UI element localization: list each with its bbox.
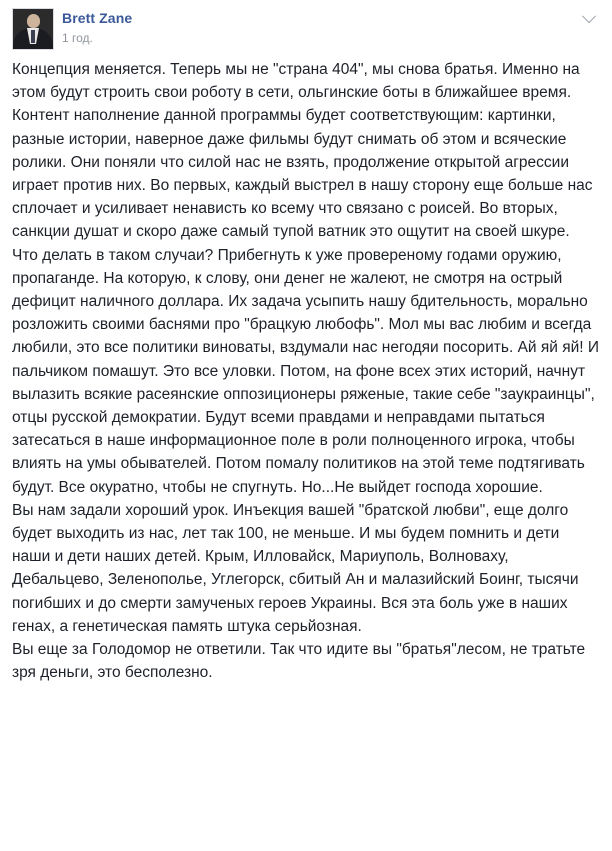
post-timestamp[interactable]: 1 год.	[62, 31, 93, 45]
post-paragraph: Что делать в таком случаи? Прибегнуть к уже провереному годами оружию, пропаганде. На которую, к слову, они денег не жалеют, не смотря на острый дефицит наличного доллара. Их задача усыпить нашу бдительность, морально розложить своими баснями про "брацкую любофь". Мол мы вас любим и всегда любили, это все политики виноваты, вздумали нас негодяи посорить. Ай яй яй! И пальчиком помашут. Это все уловки. Потом, на фоне всех этих историй, начнут вылазить всякие расеянские оппозиционеры ряженые, такие себе "заукраинцы", отцы русской демократии. Будут всеми правдами и неправдами пытаться затесаться в наше информационное поле в роли полноценного игрока, чтобы влиять на умы обывателей. Потом помалу политиков на этой теме подтягивать будут. Все окуратно, чтобы не спугнуть. Но...Не выйдет господа хорошие.	[12, 246, 600, 496]
post-body	[12, 58, 600, 684]
avatar-tie-shape	[31, 30, 35, 43]
avatar[interactable]	[12, 8, 54, 50]
chevron-down-icon	[582, 9, 596, 23]
post-meta	[62, 8, 132, 46]
author-name[interactable]: Brett Zane	[62, 10, 133, 26]
post-paragraph: Вы нам задали хороший урок. Инъекция вашей "братской любви", еще долго будет выходить из нас, лет так 100, не меньше. И мы будем помнить и дети наши и дети наших детей. Крым, Илловайск, Мариуполь, Волноваху, Дебальцево, Зеленополье, Углегорск, сбитый Ан и малазийский Боинг, тысячи погибших и до смерти замученых героев Украины. Вся эта боль уже в наших генах, а генетическая память штука серьйозная.	[12, 501, 579, 635]
avatar-head-shape	[27, 14, 40, 28]
post-paragraph: Концепция меняется. Теперь мы не "страна 404", мы снова братья. Именно на этом будут строить свои роботу в сети, ольгинские боты в ближайшее время. Контент наполнение данной программы будет соответствующим: картинки, разные истории, наверное даже фильмы будут снимать об этом и всяческие ролики. Они поняли что силой нас не взять, продолжение открытой агрессии играет против них. Во первых, каждый выстрел в нашу сторону еще больше нас сплочает и усиливает ненависть ко всему что связано с роисей. Во вторых, санкции душат и скоро даже самый тупой ватник это ощутит на своей шкуре.	[12, 61, 593, 241]
post-header	[12, 8, 600, 50]
post-menu-button[interactable]	[578, 10, 600, 28]
post-paragraph: Вы еще за Голодомор не ответили. Так что идите вы "братья"лесом, не тратьте зря деньги, это бесполезно.	[12, 641, 586, 682]
